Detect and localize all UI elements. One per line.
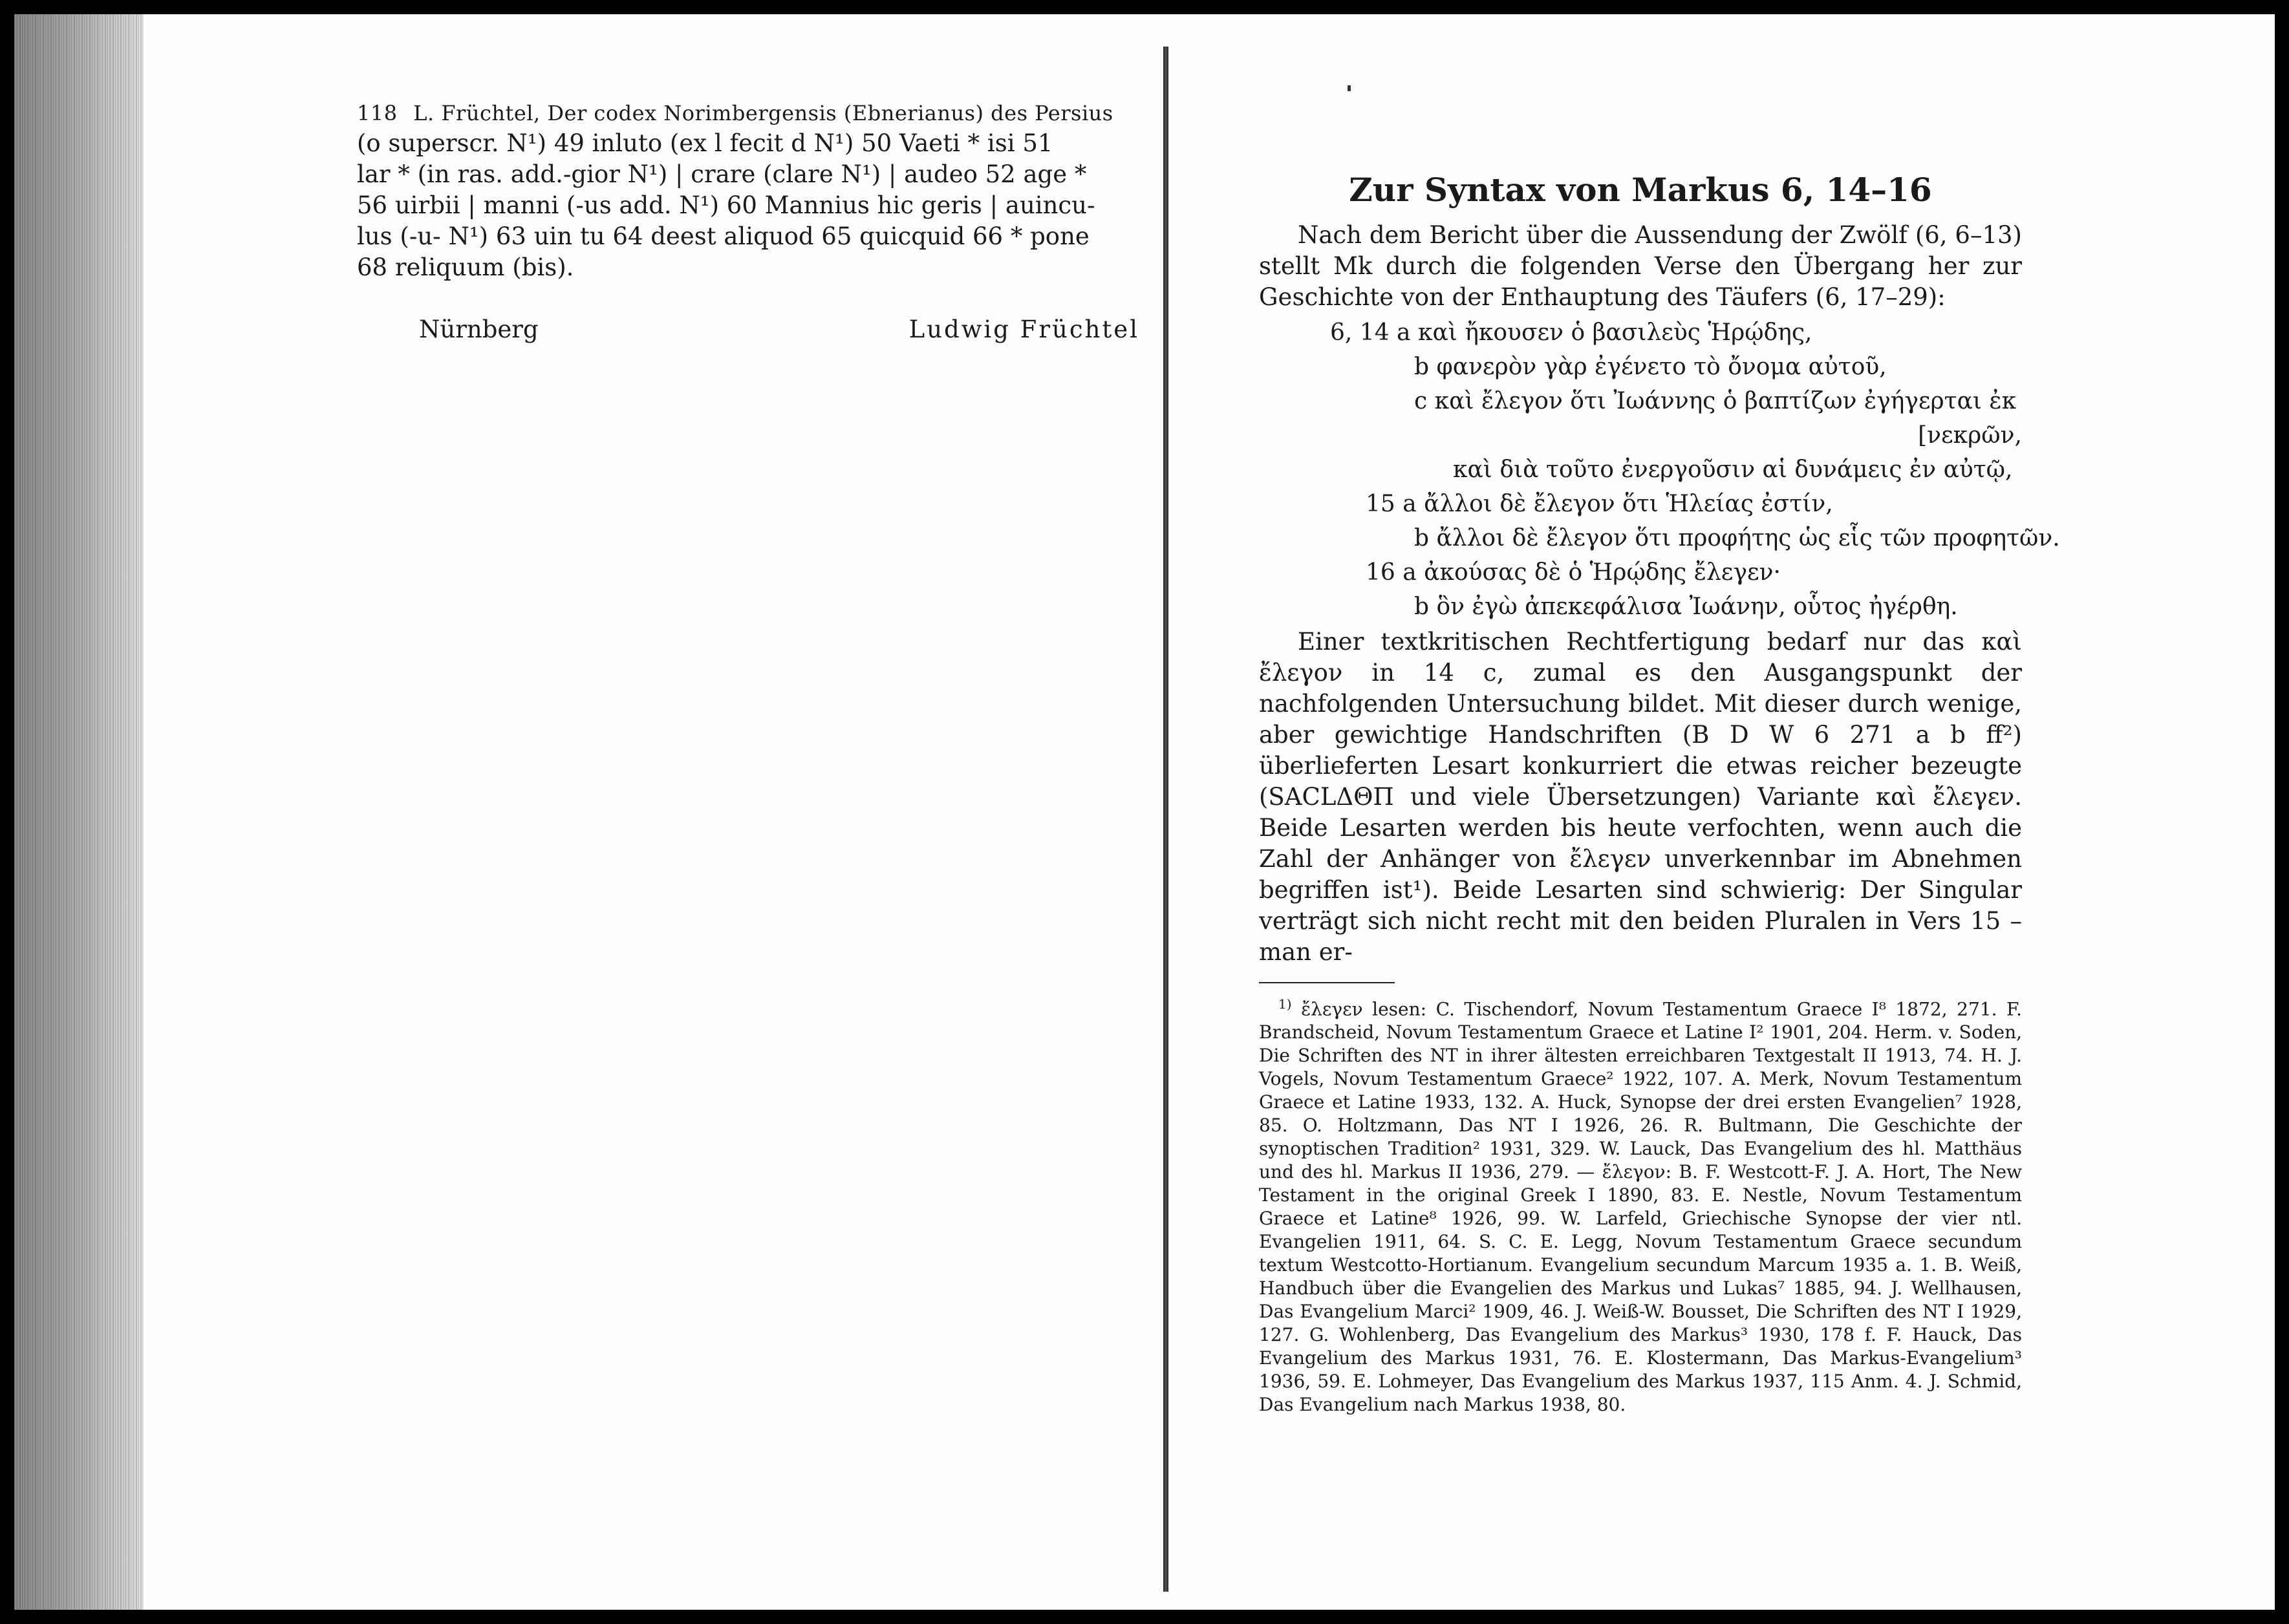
verse-line: 16 a ἀκούσας δὲ ὁ Ἡρῴδης ἔλεγεν·	[1366, 559, 1781, 586]
body-paragraph: Einer textkritischen Rechtfertigung bedarf nur das καὶ ἔλεγον in 14 c, zumal es den Ausgangspunkt der nachfolgenden Untersuchung bildet. Mit dieser durch wenige, aber gewichtige Handschriften (B D W 6 271 a b ff²) überlieferten Lesart konkurriert die etwas reicher bezeugte (SACLΔΘΠ und viele Übersetzungen) Variante καὶ ἔλεγεν. Beide Lesarten werden bis heute verfochten, wenn auch die Zahl der Anhänger von ἔλεγεν unverkennbar im Abnehmen begriffen ist¹). Beide Lesarten sind schwierig: Der Singular verträgt sich nicht recht mit den beiden Pluralen in Vers 15 – man er-	[1259, 628, 2022, 966]
intro-paragraph: Nach dem Bericht über die Aussendung der Zwölf (6, 6–13) stellt Mk durch die folgenden Verse den Übergang her zur Geschichte von der Enthauptung des Täufers (6, 17–29):	[1259, 221, 2022, 311]
place-name: Nürnberg	[419, 315, 539, 343]
scanned-book-spread	[14, 14, 2275, 1610]
verse-line: 6, 14 a καὶ ἤκουσεν ὁ βασιλεὺς Ἡρῴδης,	[1330, 319, 1812, 346]
apparatus-line: lus (-u- N¹) 63 uin tu 64 deest aliquod 65 quicquid 66 * pone	[357, 222, 1090, 250]
verse-line: [νεκρῶν,	[1918, 422, 2022, 449]
left-page	[357, 98, 1139, 343]
scan-speck	[1348, 85, 1351, 91]
page-number: 118	[357, 101, 398, 125]
right-page	[1259, 169, 2060, 1416]
book-gutter	[1163, 47, 1168, 1592]
footnote	[1259, 992, 2022, 1416]
page-edge-shadow	[14, 14, 144, 1610]
running-title: L. Früchtel, Der codex Norimbergensis (Ebnerianus) des Persius	[413, 101, 1113, 125]
footnote-rule	[1259, 982, 1395, 983]
apparatus-line: 56 uirbii | manni (-us add. N¹) 60 Mannius hic geris | auincu-	[357, 191, 1095, 219]
verse-line: b φανερὸν γὰρ ἐγένετο τὸ ὄνομα αὐτοῦ,	[1414, 354, 1887, 380]
apparatus-line: (o superscr. N¹) 49 inluto (ex l fecit d N¹) 50 Vaeti * isi 51	[357, 129, 1053, 157]
footnote-text: ἔλεγεν lesen: C. Tischendorf, Novum Testamentum Graece I⁸ 1872, 271. F. Brandscheid, Novum Testamentum Graece et Latine I² 1901, 204. Herm. v. Soden, Die Schriften des NT in ihrer ältesten erreichbaren Textgestalt II 1913, 74. H. J. Vogels, Novum Testamentum Graece² 1922, 107. A. Merk, Novum Testamentum Graece et Latine 1933, 132. A. Huck, Synopse der drei ersten Evangelien⁷ 1928, 85. O. Holtzmann, Das NT I 1926, 26. R. Bultmann, Die Geschichte der synoptischen Tradition² 1931, 329. W. Lauck, Das Evangelium des hl. Matthäus und des hl. Markus II 1936, 279. — ἔλεγον: B. F. Westcott-F. J. A. Hort, The New Testament in the original Greek I 1890, 83. E. Nestle, Novum Testamentum Graece et Latine⁸ 1926, 99. W. Larfeld, Griechische Synopse der vier ntl. Evangelien 1911, 64. S. C. E. Legg, Novum Testamentum Graece secundum textum Westcotto-Hortianum. Evangelium secundum Marcum 1935 a. 1. B. Weiß, Handbuch über die Evangelien des Markus und Lukas⁷ 1885, 94. J. Wellhausen, Das Evangelium Marci² 1909, 46. J. Weiß-W. Bousset, Die Schriften des NT I 1929, 127. G. Wohlenberg, Das Evangelium des Markus³ 1930, 178 f. F. Hauck, Das Evangelium des Markus 1931, 76. E. Klostermann, Das Markus-Evangelium³ 1936, 59. E. Lohmeyer, Das Evangelium des Markus 1937, 115 Anm. 4. J. Schmid, Das Evangelium nach Markus 1938, 80.	[1259, 998, 2022, 1416]
apparatus-line: 68 reliquum (bis).	[357, 253, 574, 281]
signoff	[357, 315, 1139, 343]
verse-line: καὶ διὰ τοῦτο ἐνεργοῦσιν αἱ δυνάμεις ἐν αὐτῷ,	[1453, 456, 2013, 483]
verse-line: c καὶ ἔλεγον ὅτι Ἰωάννης ὁ βαπτίζων ἐγήγερται ἐκ	[1414, 388, 2017, 414]
verse-line: b ὃν ἐγὼ ἀπεκεφάλισα Ἰωάνην, οὗτος ἠγέρθη.	[1414, 593, 1958, 620]
apparatus-line: lar * (in ras. add.-gior N¹) | crare (clare N¹) | audeo 52 age *	[357, 160, 1087, 188]
footnote-mark: 1)	[1278, 996, 1292, 1012]
author-name: Ludwig Früchtel	[908, 315, 1139, 343]
verse-line: 15 a ἄλλοι δὲ ἔλεγον ὅτι Ἡλείας ἐστίν,	[1366, 491, 1833, 517]
apparatus-text	[357, 128, 1139, 283]
verse-line: b ἄλλοι δὲ ἔλεγον ὅτι προφήτης ὡς εἷς τῶν προφητῶν.	[1414, 525, 2060, 551]
running-head	[357, 98, 1139, 128]
article-title: Zur Syntax von Markus 6, 14–16	[1349, 171, 1932, 209]
verse-block	[1259, 315, 2060, 624]
